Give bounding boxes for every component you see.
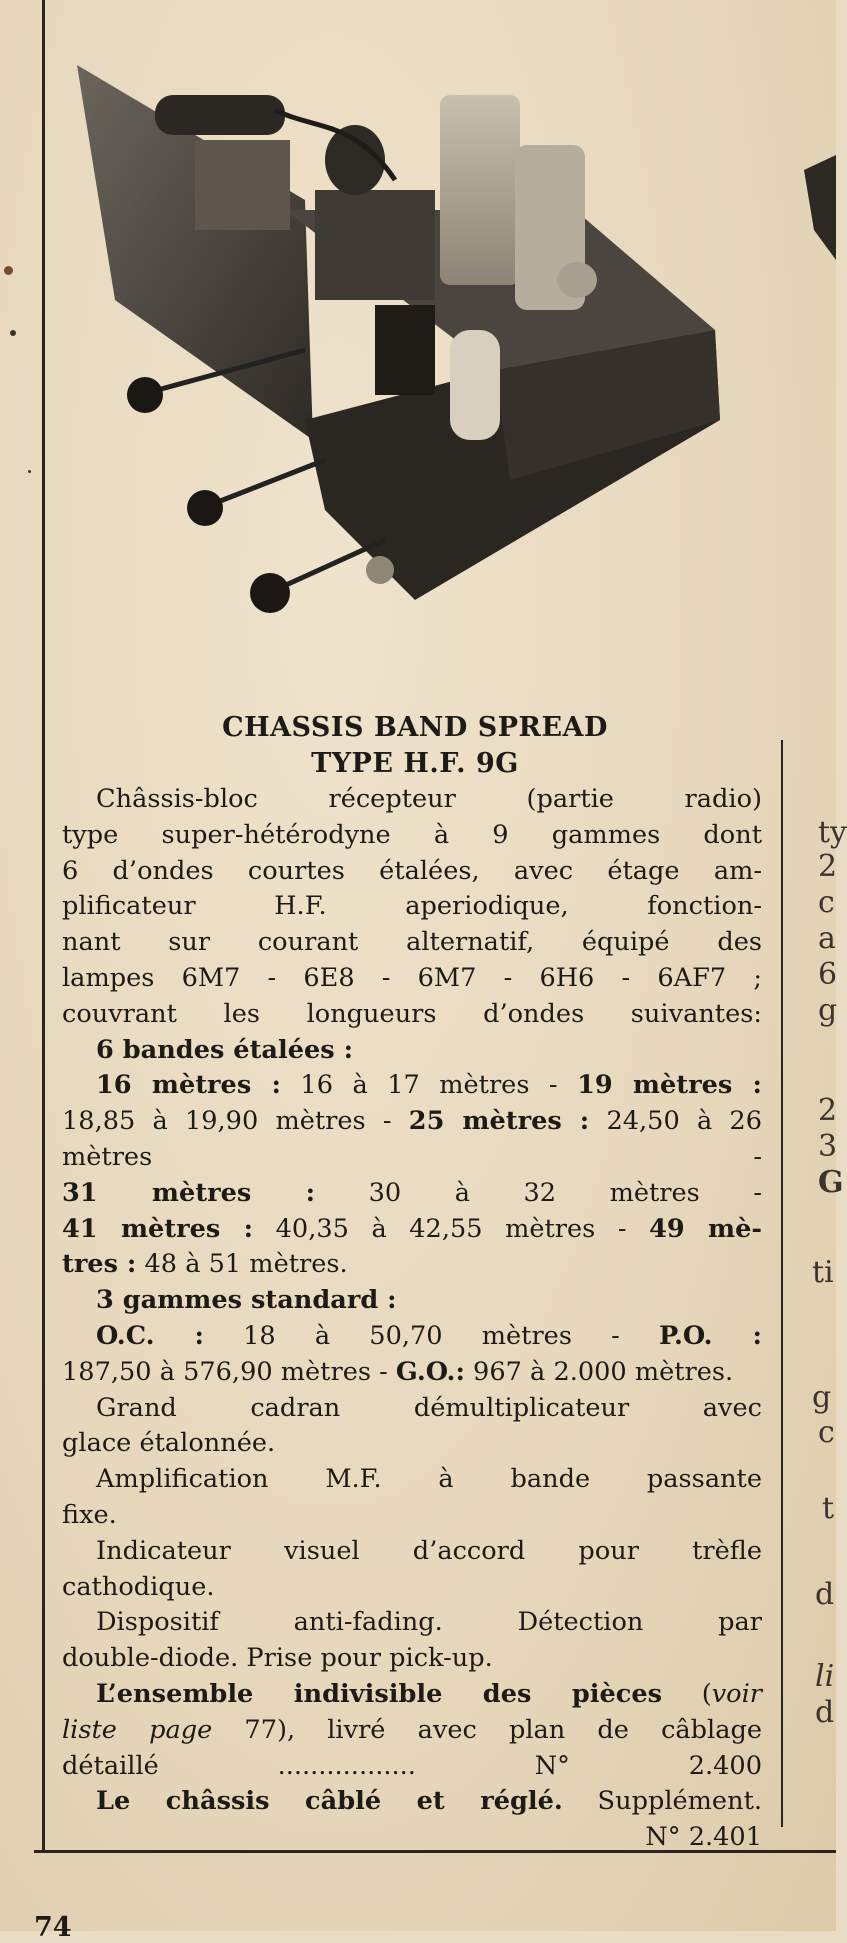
right-column-fragment: li <box>815 1659 835 1694</box>
feature-line: Indicateur visuel d’accord pour trèfle <box>96 1535 762 1566</box>
wired-price: N° 2.401 <box>645 1822 762 1853</box>
wired-line: Le châssis câblé et réglé. Supplément. <box>96 1786 762 1817</box>
paper-speck <box>4 266 13 275</box>
bands-line: 31 mètres : 30 à 32 mètres - <box>62 1177 763 1208</box>
right-column-fragment: d <box>815 1695 835 1730</box>
intro-line: couvrant les longueurs d’ondes suivantes: <box>62 998 762 1029</box>
feature-line: double-diode. Prise pour pick-up. <box>62 1643 493 1674</box>
right-column-fragment: 6 <box>818 957 838 992</box>
intro-line: plificateur H.F. aperiodique, fonction- <box>62 891 762 922</box>
coil <box>155 95 285 135</box>
feature-line: Grand cadran démultiplicateur avec <box>96 1392 762 1423</box>
intro-line: Châssis-bloc récepteur (partie radio) <box>96 784 762 814</box>
intro-line: type super-hétérodyne à 9 gammes dont <box>62 819 762 850</box>
feature-line: fixe. <box>62 1499 117 1530</box>
knob <box>127 377 163 413</box>
paper-speck <box>10 330 16 336</box>
kit-price-line: détaillé ................. N° 2.400 <box>62 1750 762 1781</box>
bands-line: 41 mètres : 40,35 à 42,55 mètres - 49 mè- <box>62 1213 763 1244</box>
right-column-fragment: ty <box>818 815 847 850</box>
intro-line: 6 d’ondes courtes étalées, avec étage am- <box>62 855 762 886</box>
right-column-fragment: c <box>818 885 835 920</box>
standard-line: O.C. : 18 à 50,70 mètres - P.O. : <box>96 1320 762 1351</box>
page-number: 74 <box>34 1912 72 1943</box>
feature-line: cathodique. <box>62 1571 215 1602</box>
right-column-rule <box>781 740 783 1827</box>
transformer <box>440 95 520 285</box>
paper-speck <box>28 470 31 473</box>
standard-line: 187,50 à 576,90 mètres - G.O.: 967 à 2.000 mètres. <box>62 1356 734 1387</box>
component-block <box>195 140 290 230</box>
standard-heading: 3 gammes standard : <box>96 1285 397 1316</box>
right-column-fragment: g <box>812 1380 832 1415</box>
bands-line: tres : 48 à 51 mètres. <box>62 1249 348 1280</box>
article-title: CHASSIS BAND SPREAD <box>222 712 608 743</box>
left-column-rule <box>42 0 45 1852</box>
right-column-fragment: 2 <box>818 849 838 884</box>
bands-heading: 6 bandes étalées : <box>96 1034 354 1065</box>
tube-top <box>557 262 597 298</box>
article-body <box>62 782 762 1856</box>
right-column-fragment: a <box>818 921 836 956</box>
intro-line: lampes 6M7 - 6E8 - 6M7 - 6H6 - 6AF7 ; <box>62 962 762 993</box>
knob <box>366 556 394 584</box>
intro-line: nant sur courant alternatif, équipé des <box>62 927 762 958</box>
right-column-fragment: g <box>818 993 838 1028</box>
bands-line: 16 mètres : 16 à 17 mètres - 19 mètres : <box>96 1070 762 1101</box>
kit-line: L’ensemble indivisible des pièces (voir <box>96 1678 762 1709</box>
right-column-fragment: ti <box>812 1255 834 1290</box>
feature-line: glace étalonnée. <box>62 1428 276 1459</box>
article-subtitle: TYPE H.F. 9G <box>311 748 519 779</box>
right-column-fragment: d <box>815 1577 835 1612</box>
right-column-fragment: c <box>818 1415 835 1450</box>
right-column-fragment: G <box>818 1165 844 1200</box>
kit-line: liste page 77), livré avec plan de câblage <box>62 1714 763 1745</box>
feature-line: Dispositif anti-fading. Détection par <box>96 1607 762 1638</box>
right-column-fragment: 3 <box>818 1129 838 1164</box>
adjacent-photo-edge <box>790 150 836 260</box>
component-block <box>315 190 435 300</box>
knob <box>250 573 290 613</box>
bands-line: 18,85 à 19,90 mètres - 25 mètres : 24,50 à 26 mètres - <box>62 1106 763 1172</box>
chassis-photo <box>55 40 725 640</box>
right-column-fragment: 2 <box>818 1093 838 1128</box>
right-column-fragment: t <box>822 1491 835 1526</box>
tube <box>450 330 500 440</box>
feature-line: Amplification M.F. à bande passante <box>96 1464 762 1495</box>
component-block <box>375 305 435 395</box>
knob <box>187 490 223 526</box>
